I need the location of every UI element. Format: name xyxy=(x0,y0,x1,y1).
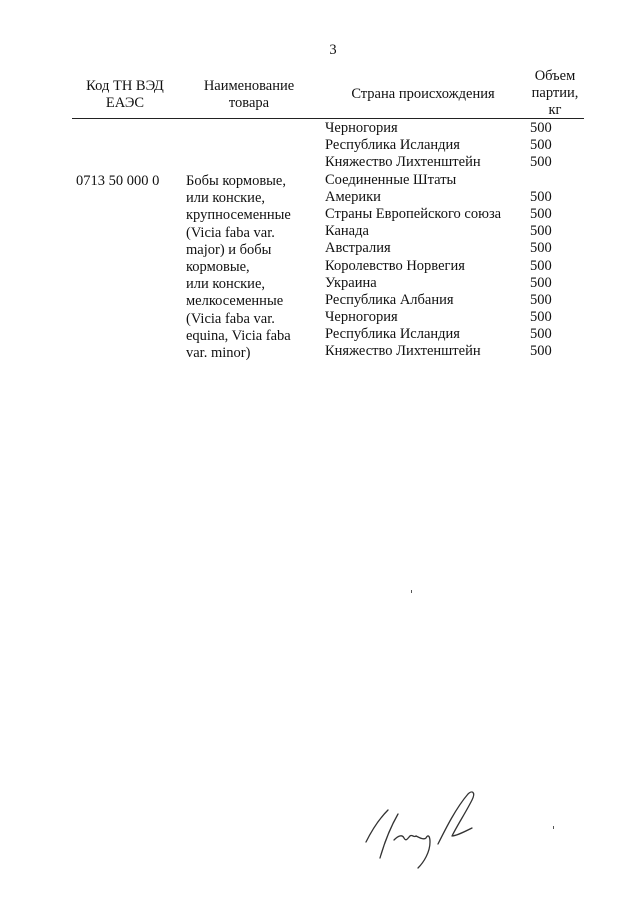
country-line: Королевство Норвегия xyxy=(325,257,465,274)
header-code xyxy=(72,78,178,112)
code-value: 0713 50 000 0 xyxy=(76,173,160,189)
header-code-line-2: ЕАЭС xyxy=(105,95,145,111)
header-volume-line-2: партии, xyxy=(531,85,579,101)
country-line: Черногория xyxy=(325,309,398,326)
code-column xyxy=(76,173,159,190)
name-line: крупносеменные xyxy=(186,207,291,224)
header-country xyxy=(318,86,528,103)
country-line: Республика Албания xyxy=(325,291,454,308)
country-line: Черногория xyxy=(325,120,398,136)
scan-speck xyxy=(411,590,412,593)
name-line: Бобы кормовые, xyxy=(186,173,286,189)
header-country-line-1: Страна происхождения xyxy=(351,86,495,102)
volume-line: 500 xyxy=(530,291,552,308)
header-name xyxy=(188,78,310,112)
volume-line: 500 xyxy=(530,343,552,360)
name-line: (Vicia faba var. xyxy=(186,310,275,327)
country-column xyxy=(325,120,501,361)
volume-line: 500 xyxy=(530,137,552,154)
name-line: (Vicia faba var. xyxy=(186,224,275,241)
header-volume-line-3: кг xyxy=(548,102,562,118)
name-line: major) и бобы xyxy=(186,241,272,258)
name-line: мелкосеменные xyxy=(186,293,284,310)
header-volume xyxy=(520,68,590,119)
country-line: Страны Европейского союза xyxy=(325,205,502,222)
volume-line: 500 xyxy=(530,188,552,205)
volume-line xyxy=(530,172,552,189)
volume-line: 500 xyxy=(530,205,552,222)
volume-line: 500 xyxy=(530,223,552,240)
country-line: Америки xyxy=(325,188,381,205)
country-line: Канада xyxy=(325,223,369,240)
name-line: или конские, xyxy=(186,190,265,207)
name-line: equina, Vicia faba xyxy=(186,327,291,344)
volume-line: 500 xyxy=(530,240,552,257)
header-name-line-1: Наименование xyxy=(203,78,295,94)
volume-line: 500 xyxy=(530,309,552,326)
scan-speck xyxy=(553,826,554,829)
name-line: кормовые, xyxy=(186,258,250,275)
volume-line: 500 xyxy=(530,274,552,291)
volume-line: 500 xyxy=(530,326,552,343)
header-name-line-2: товара xyxy=(228,95,270,111)
name-line: или конские, xyxy=(186,276,265,293)
volume-line: 500 xyxy=(530,154,552,171)
country-line: Соединенные Штаты xyxy=(325,171,457,188)
country-line: Австралия xyxy=(325,240,391,257)
country-line: Республика Исландия xyxy=(325,137,460,154)
volume-line: 500 xyxy=(530,257,552,274)
country-line: Украина xyxy=(325,274,377,291)
name-column xyxy=(186,173,291,362)
header-volume-line-1: Объем xyxy=(534,68,576,84)
volume-line: 500 xyxy=(530,120,552,136)
country-line: Республика Исландия xyxy=(325,326,460,343)
header-rule xyxy=(72,118,584,119)
page-number: 3 xyxy=(329,42,337,58)
handwritten-signature xyxy=(360,780,490,875)
name-line: var. minor) xyxy=(186,344,251,361)
country-line: Княжество Лихтенштейн xyxy=(325,343,481,360)
header-code-line-1: Код ТН ВЭД xyxy=(86,78,164,94)
country-line: Княжество Лихтенштейн xyxy=(325,154,481,171)
volume-column xyxy=(530,120,552,361)
